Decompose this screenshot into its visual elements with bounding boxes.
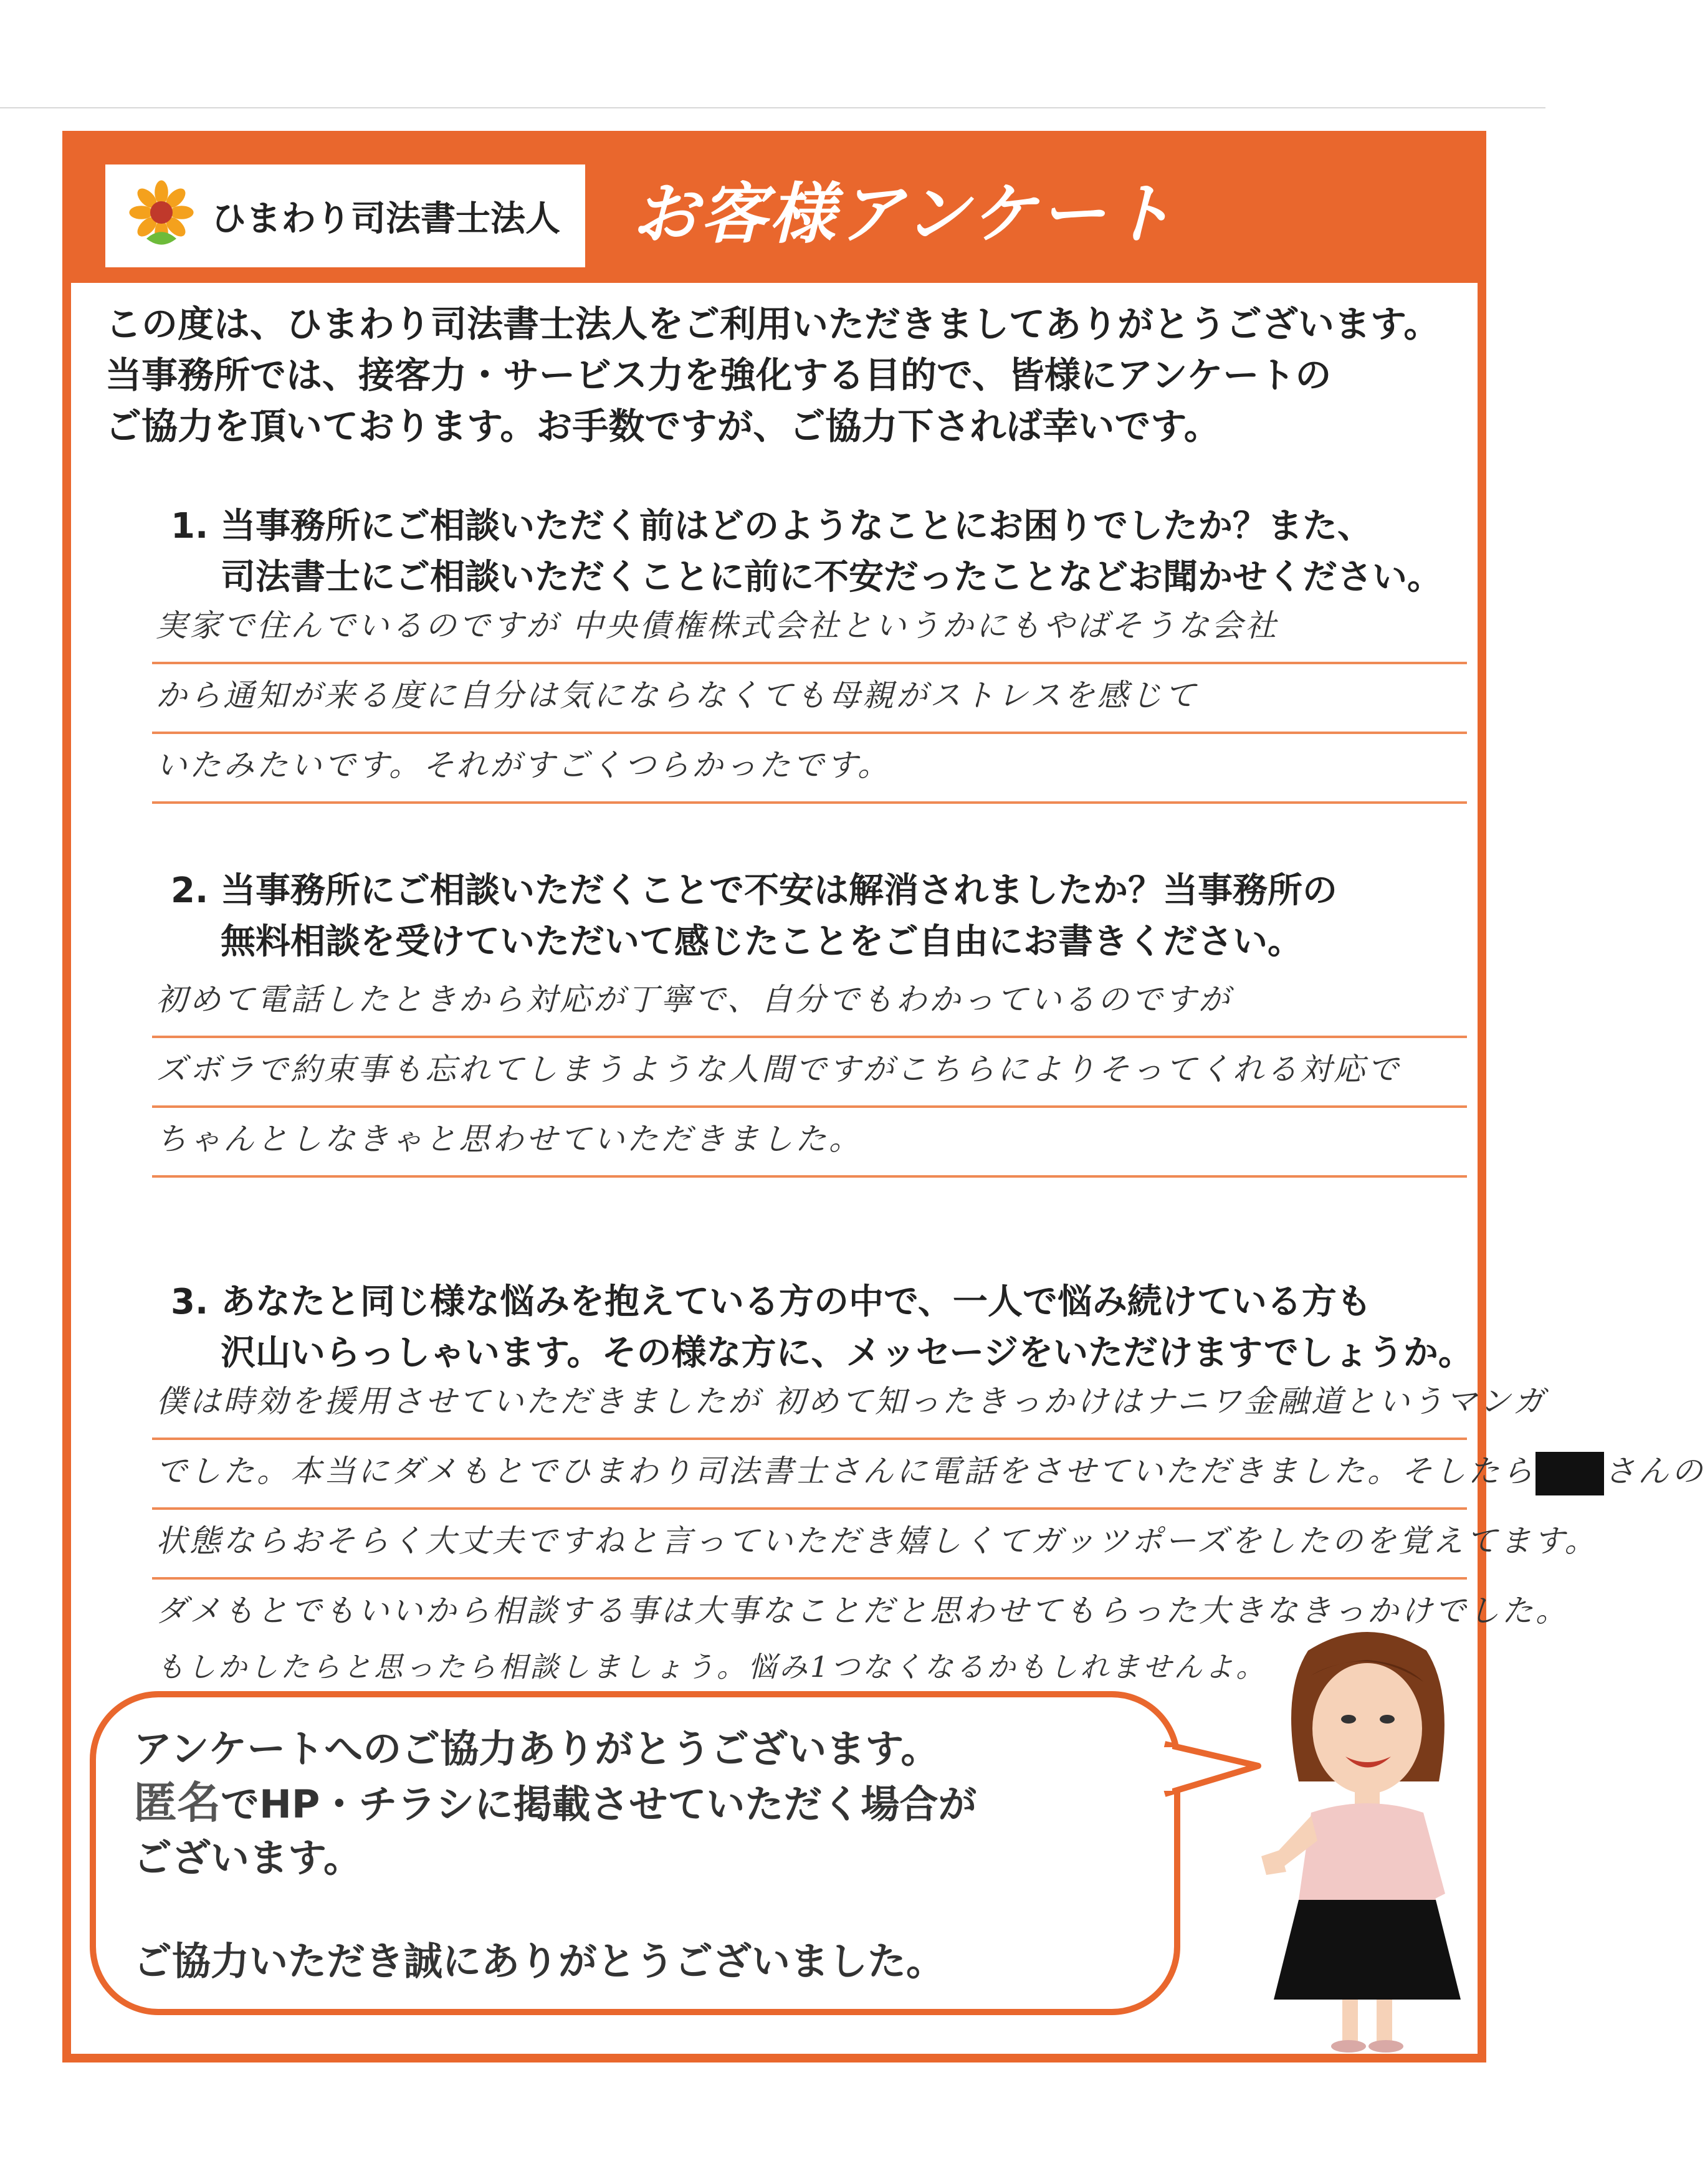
question-3	[171, 1277, 1473, 1379]
survey-title: お客様アンケート	[632, 176, 1177, 252]
question-1	[171, 501, 1461, 603]
question-number: 1.	[171, 506, 209, 546]
question-text: あなたと同じ様な悩みを抱えている方の中で、一人で悩み続けている方も	[221, 1282, 1372, 1322]
intro-line: ご協力を頂いております。お手数ですが、ご協力下されば幸いです。	[105, 405, 1220, 447]
staff-avatar-illustration	[1249, 1626, 1486, 2062]
bubble-text	[133, 1722, 977, 1988]
bubble-line: ご協力いただき誠にありがとうございました。	[133, 1938, 945, 1984]
question-2	[171, 865, 1461, 968]
answer-line: 初めて電話したときから対応が丁寧で、自分でもわかっているのですが	[152, 968, 1467, 1038]
thanks-speech-bubble	[90, 1691, 1180, 2015]
answer-line: 状態ならおそらく大丈夫ですねと言っていただき嬉しくてガッツポーズをしたのを覚えてます。	[152, 1510, 1467, 1580]
question-text: 当事務所にご相談いただくことで不安は解消されましたか？当事務所の	[221, 870, 1337, 911]
answer-line: 実家で住んでいるのですが 中央債権株式会社というかにもやばそうな会社	[152, 594, 1467, 664]
intro-line: 当事務所では、接客力・サービス力を強化する目的で、皆様にアンケートの	[105, 354, 1332, 396]
question-text: 司法書士にご相談いただくことに前に不安だったことなどお聞かせください。	[221, 557, 1442, 598]
answer-text: さんの	[1604, 1453, 1705, 1489]
bubble-line: でHP・チラシに掲載させていただく場合が	[221, 1781, 977, 1827]
answer-text: でした。本当にダメもとでひまわり司法書士さんに電話をさせていただきました。そしたら	[156, 1453, 1535, 1489]
redaction-block	[1535, 1452, 1604, 1495]
survey-frame	[62, 131, 1705, 2062]
answer-line: もしかしたらと思ったら相談しましょう。悩み1つなくなるかもしれませんよ。	[156, 1650, 1268, 1684]
question-text: 無料相談を受けていただいて感じたことをご自由にお書きください。	[221, 922, 1302, 962]
question-number: 2.	[171, 870, 209, 911]
answer-1	[152, 594, 1467, 804]
answer-line: ズボラで約束事も忘れてしまうような人間ですがこちらによりそってくれる対応で	[152, 1038, 1467, 1108]
intro-line: この度は、ひまわり司法書士法人をご利用いただきましてありがとうございます。	[105, 303, 1440, 345]
bubble-line: アンケートへのご協力ありがとうございます。	[133, 1726, 940, 1772]
sunflower-icon	[124, 179, 199, 254]
question-number: 3.	[171, 1282, 209, 1322]
logo	[105, 165, 585, 267]
intro-text	[105, 298, 1445, 452]
answer-2	[152, 968, 1467, 1178]
logo-text: ひまわり司法書士法人	[211, 198, 560, 239]
answer-line: ダメもとでもいいから相談する事は大事なことだと思わせてもらった大きなきっかけでした。	[156, 1593, 1569, 1629]
page-top-rule	[0, 107, 1545, 108]
answer-line: から通知が来る度に自分は気にならなくても母親がストレスを感じて	[152, 664, 1467, 734]
bubble-line: ございます。	[133, 1835, 363, 1881]
anonymous-label: 匿名	[133, 1777, 221, 1828]
answer-line: いたみたいです。それがすごくつらかったです。	[152, 734, 1467, 804]
answer-line: ちゃんとしなきゃと思わせていただきました。	[152, 1108, 1467, 1178]
answer-line: 僕は時効を援用させていただきましたが 初めて知ったきっかけはナニワ金融道というマンガ	[152, 1370, 1467, 1440]
question-text: 当事務所にご相談いただく前はどのようなことにお困りでしたか？また、	[221, 506, 1372, 546]
answer-line	[152, 1440, 1705, 1510]
question-text: 沢山いらっしゃいます。その様な方に、メッセージをいただけますでしょうか。	[221, 1333, 1473, 1373]
header-band	[71, 140, 1478, 283]
